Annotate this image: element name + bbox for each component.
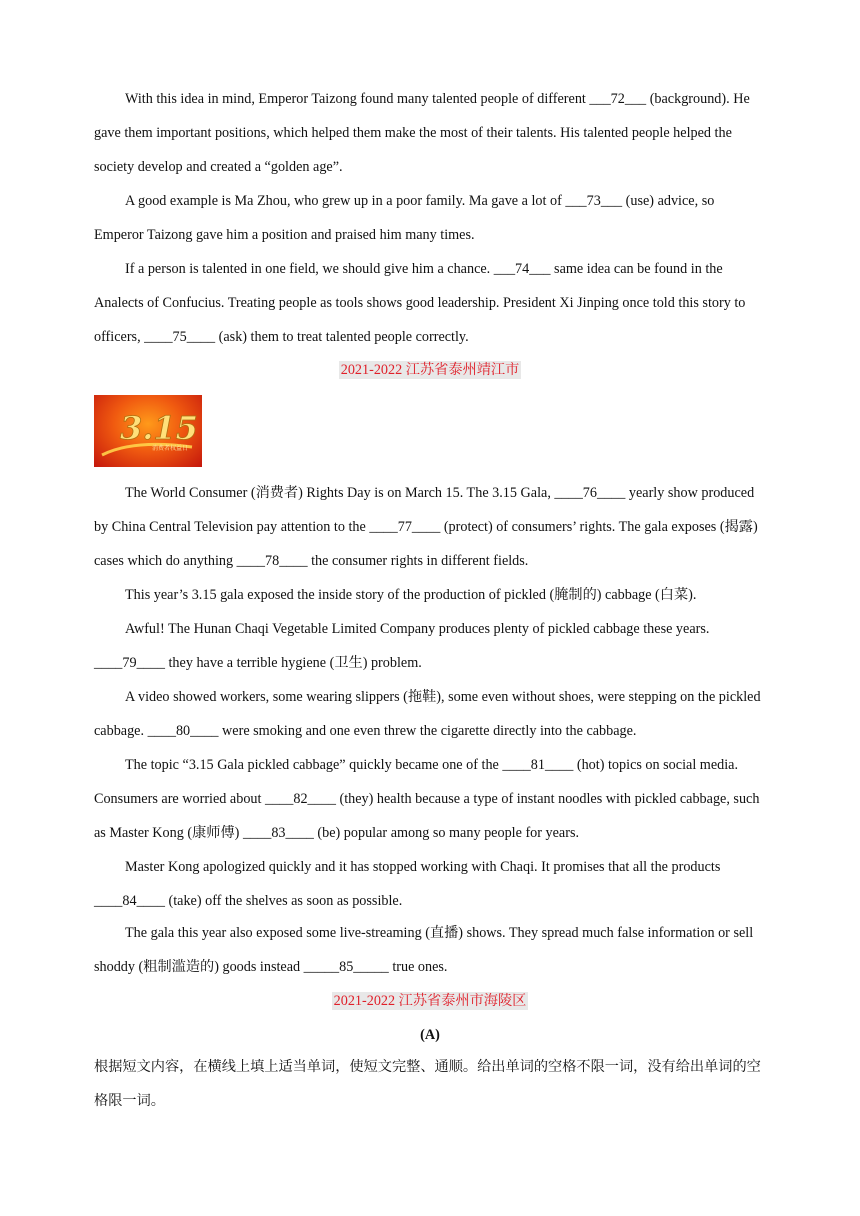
logo-number: 3.15 [120,409,198,447]
consumer-day-315-logo [94,395,202,467]
paragraph-73: A good example is Ma Zhou, who grew up in a poor family. Ma gave a lot of ___73___ (use) advice, so Emperor Taizong gave him a position and praised him many times. [94,193,715,243]
paragraph-79: Awful! The Hunan Chaqi Vegetable Limited Company produces plenty of pickled cabbage these years. ____79____ they have a terrible hygiene (卫生) problem. [94,621,710,671]
section-heading-text: 2021-2022 江苏省泰州市海陵区 [333,993,527,1009]
section-heading-text: 2021-2022 江苏省泰州靖江市 [340,362,520,378]
paragraph-80: A video showed workers, some wearing slippers (拖鞋), some even without shoes, were stepping on the pickled cabbage. ____80____ were smoking and one even threw the cigarette directly into the cabbage. [94,689,761,739]
paragraph-81-83: The topic “3.15 Gala pickled cabbage” quickly became one of the ____81____ (hot) topics on social media. Consumers are worried about ____82____ (they) health because a type of instant noodles with pickled cabbage, such as Master Kong (康师傅) ____83____ (be) popular among so many people for years. [94,757,760,841]
section-heading-jingjiang [0,360,860,380]
paragraph-72: With this idea in mind, Emperor Taizong found many talented people of different ___72___ (background). He gave them important positions, which helped them make the most of their talents. His talented people helped the society develop and created a “golden age”. [94,91,750,175]
section-heading-hailing [0,991,860,1011]
paragraph-pickled-cabbage: This year’s 3.15 gala exposed the inside story of the production of pickled (腌制的) cabbage (白菜). [125,587,697,603]
passage-label-a: (A) [420,1027,440,1043]
paragraph-76-78: The World Consumer (消费者) Rights Day is on March 15. The 3.15 Gala, ____76____ yearly show produced by China Central Television pay attention to the ____77____ (protect) of consumers’ rights. The gala exposes (揭露) cases which do anything ____78____ the consumer rights in different fields. [94,485,758,569]
paragraph-74-75: If a person is talented in one field, we should give him a chance. ___74___ same idea can be found in the Analects of Confucius. Treating people as tools shows good leadership. President Xi Jinping once told this story to officers, ____75____ (ask) them to treat talented people correctly. [94,261,746,345]
logo-caption: 消费者权益日 [152,445,189,452]
paragraph-84: Master Kong apologized quickly and it has stopped working with Chaqi. It promises that all the products ____84____ (take) off the shelves as soon as possible. [94,859,721,909]
instruction-text: 根据短文内容，在横线上填上适当单词，使短文完整、通顺。给出单词的空格不限一词，没有给出单词的空格限一词。 [94,1059,761,1109]
paragraph-85: The gala this year also exposed some live-streaming (直播) shows. They spread much false information or sell shoddy (粗制滥造的) goods instead _____85_____ true ones. [94,925,754,975]
